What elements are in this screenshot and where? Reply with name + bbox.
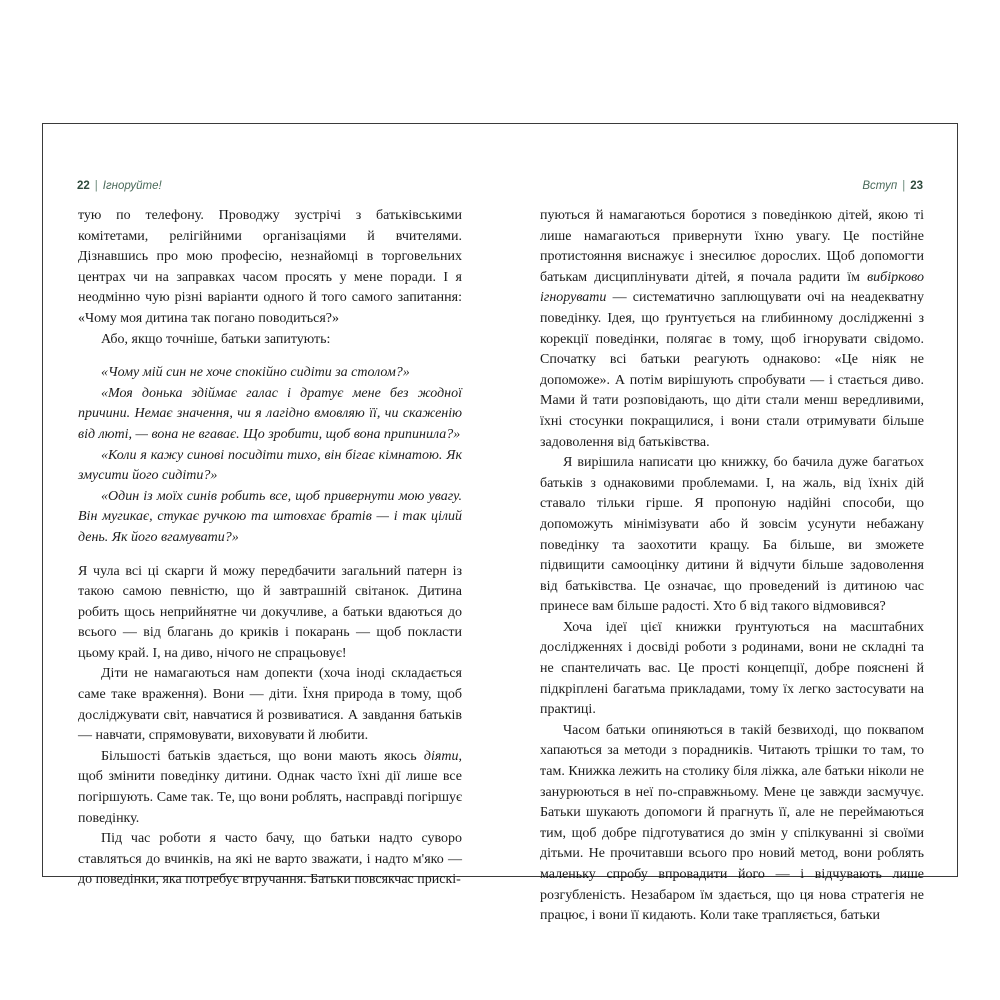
page-number: 23 <box>910 180 923 192</box>
text-run: пуються й намагаються боротися з поведінкою дітей, якою ті лише намагаються привернути їхню увагу. Це постійне протистояння виснажує і знесилює дорослих. Щоб допомогти батькам дисциплінувати дітей, я почала радити їм <box>540 208 924 285</box>
paragraph: Хоча ідеї цієї книжки ґрунтуються на масштабних дослідженнях і досвіді роботи з родинами, вони не складні та не спантеличать вас. Це прості концепції, добре пояснені й підкріплені багатьма прикладами, тому їх легко застосувати на практиці. <box>540 619 924 718</box>
right-page-body <box>540 206 924 927</box>
quote: «Коли я кажу синові посидіти тихо, він бігає кімнатою. Як змусити його сидіти?» <box>78 447 462 484</box>
quote: «Чому мій син не хоче спокійно сидіти за столом?» <box>101 365 410 381</box>
header-separator: | <box>94 180 98 192</box>
header-separator: | <box>902 180 906 192</box>
running-title: Вступ <box>862 180 898 192</box>
paragraph: Я вирішила написати цю книжку, бо бачила дуже багатьох батьків з однаковими проблемами. І, на жаль, від їхніх дій ставало тільки гірше. Я пропоную надійні способи, що допоможуть мінімізувати або й зовсім усунути небажану поведінку та заохотити кращу. Ба більше, ви зможете підвищити самооцінку дитини й відчути більше задоволення від батьківства. Це означає, що проведений із дитиною час принесе вам більше радості. Хто б від такого відмовився? <box>540 455 924 615</box>
right-page-header <box>862 180 923 192</box>
text-run: , щоб змінити поведінку дитини. Однак часто їхні дії лише все погіршують. Саме так. Те, що вони роблять, насправді погіршує поведінку. <box>78 748 462 826</box>
paragraph: Під час роботи я часто бачу, що батьки надто суворо ставляться до вчинків, на які не варто зважати, і надто м'яко — до поведінки, яка потребує втручання. Батьки повсякчас прискі- <box>78 831 462 888</box>
paragraph: Я чула всі ці скарги й можу передбачити загальний патерн із такою самою певністю, що й завтрашній світанок. Дитина робить щось неприйнятне чи докучливе, а батьки вдаються до всього — від благань до криків і покарань — щоб покласти цьому край. І, на диво, нічого не спрацьовує! <box>78 563 462 661</box>
left-page-body <box>78 206 462 891</box>
paragraph: Діти не намагаються нам допекти (хоча іноді складається саме таке враження). Вони — діти. Їхня природа в тому, щоб досліджувати світ, навчатися й розвиватися. А завдання батьків — навчати, спрямовувати, виховувати й любити. <box>78 666 462 744</box>
quote: «Один із моїх синів робить все, щоб привернути мою увагу. Він мугикає, стукає ручкою та штовхає братів — і так цілий день. Як його вгамувати?» <box>78 488 462 545</box>
paragraph: тую по телефону. Проводжу зустрічі з батьківськими комітетами, релігійними організаціями й вчителями. Дізнавшись про мою професію, незнайомці в торговельних центрах чи на заправках часом просять у мене поради. І я неодмінно чую різні варіанти одного й того самого запитання: «Чому моя дитина так погано поводиться?» <box>78 208 462 326</box>
page-number: 22 <box>77 180 90 192</box>
quote-block <box>78 363 462 548</box>
running-title: Ігноруйте! <box>102 180 162 192</box>
emphasis: вибірково ігнорувати <box>540 269 924 306</box>
text-run: — систематично заплющувати очі на неадекватну поведінку. Ідея, що ґрунтується на глибинному дослідженні з корекції поведінки, полягає в тому, щоб ігнорувати свідомо. Спочатку всі батьки реагують однаково: «Це ніяк не допоможе». А потім вирішують спробувати — і стається диво. Мами й тати розповідають, що діти стали менш вередливими, їхні стосунки покращилися, і вони стали отримувати більше задоволення від батьківства. <box>540 290 924 450</box>
paragraph: Часом батьки опиняються в такій безвиході, що поквапом хапаються за методи з порадників. Читають трішки то там, то там. Книжка лежить на столику біля ліжка, але батьки ніколи не занурюються в неї по-справжньому. Мене це завжди засмучує. Батьки шукають допомоги й прагнуть її, але не переймаються тим, щоб добре підготуватися до змін у спілкуванні зі своїми дітьми. Не прочитавши всього про новий метод, вони роблять маленьку спробу впровадити його — і відчувають лише розгубленість. Незабаром їм здається, що ця нова стратегія не працює, і вони її кидають. Коли таке трапляється, батьки <box>540 722 924 924</box>
paragraph <box>540 206 924 453</box>
paragraph <box>78 747 462 829</box>
quote: «Моя донька здіймає галас і дратує мене без жодної причини. Немає значення, чи я лагідно вмовляю її, чи скаженію від люті, — вона не вгаває. Що зробити, щоб вона припинила?» <box>78 385 462 442</box>
emphasis: діяти <box>423 748 459 764</box>
left-page-header <box>77 180 162 192</box>
paragraph: Або, якщо точніше, батьки запитують: <box>101 331 331 347</box>
text-run: Більшості батьків здається, що вони мають якось <box>101 748 424 764</box>
